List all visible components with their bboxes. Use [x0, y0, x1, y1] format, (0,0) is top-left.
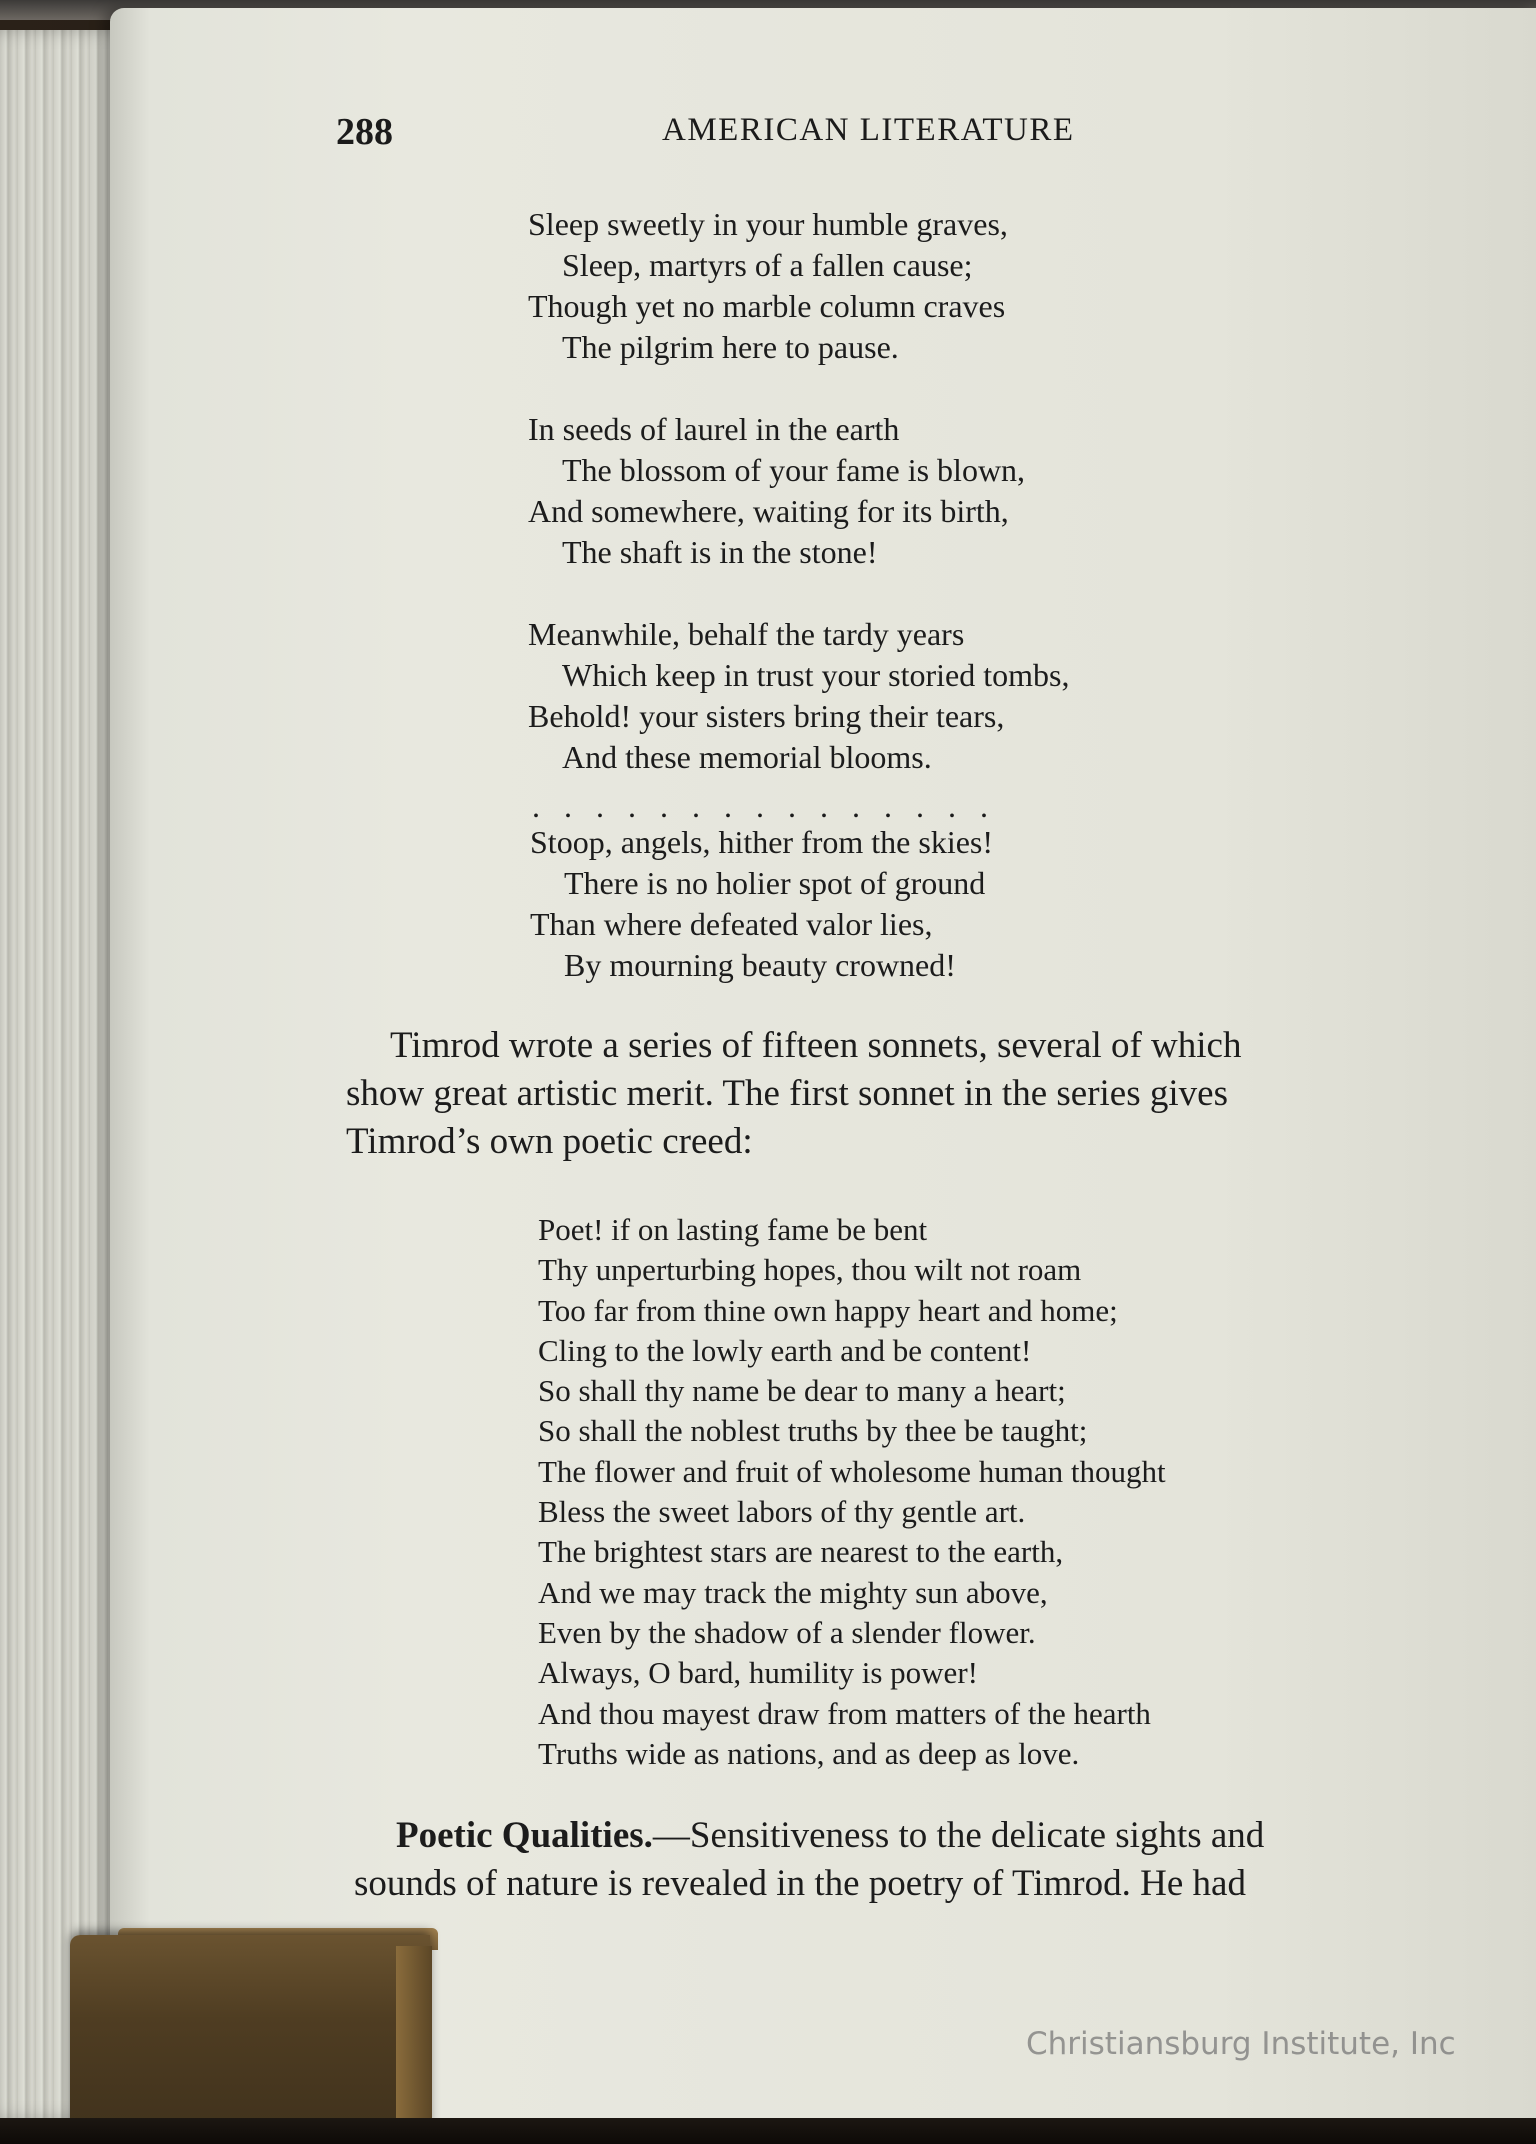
sonnet-line: The flower and fruit of wholesome human thought: [538, 1453, 1166, 1489]
poem-line: And somewhere, waiting for its birth,: [528, 493, 1009, 529]
poem-line: Stoop, angels, hither from the skies!: [530, 824, 994, 860]
bottom-shadow: [0, 2118, 1536, 2144]
sonnet-line: So shall the noblest truths by thee be taught;: [538, 1413, 1088, 1449]
ellipsis-row: [532, 788, 1092, 825]
paragraph-line: [346, 1812, 1264, 1860]
poem-line: And these memorial blooms.: [562, 739, 932, 775]
paragraph-line: Timrod wrote a series of fifteen sonnets, several of which: [390, 1025, 1242, 1066]
ellipsis-dots: . . . . . . . . . . . . . . .: [532, 788, 996, 824]
paragraph-text: —Sensitiveness to the delicate sights and: [652, 1815, 1265, 1856]
sonnet-line: Poet! if on lasting fame be bent: [538, 1212, 928, 1247]
section-heading: Poetic Qualities.: [396, 1815, 653, 1856]
poem-line: In seeds of laurel in the earth: [528, 411, 900, 447]
paragraph-line: show great artistic merit. The first sonnet in the series gives: [346, 1073, 1228, 1114]
running-head: AMERICAN LITERATURE: [662, 112, 1075, 148]
poem-line: Than where defeated valor lies,: [530, 906, 933, 942]
poem-line: By mourning beauty crowned!: [564, 947, 956, 983]
sonnet-line: Cling to the lowly earth and be content!: [538, 1332, 1032, 1368]
sonnet-line: And we may track the mighty sun above,: [538, 1574, 1048, 1610]
sonnet-line: Even by the shadow of a slender flower.: [538, 1614, 1036, 1650]
sonnet-block: [538, 1210, 1166, 1774]
poem-stanzas: [528, 204, 1069, 778]
sonnet-line: And thou mayest draw from matters of the hearth: [538, 1695, 1151, 1731]
wooden-bookend: [70, 1935, 430, 2144]
poem-line: The pilgrim here to pause.: [562, 329, 899, 365]
poem-final-stanza: [530, 822, 993, 986]
sonnet-line: The brightest stars are nearest to the earth,: [538, 1534, 1064, 1570]
sonnet-line: So shall thy name be dear to many a heart;: [538, 1373, 1066, 1409]
sonnet-line: Always, O bard, humility is power!: [538, 1655, 978, 1691]
poem-line: Sleep, martyrs of a fallen cause;: [562, 247, 973, 283]
paragraph-line: sounds of nature is revealed in the poetry of Timrod. He had: [354, 1863, 1246, 1904]
poem-line: The blossom of your fame is blown,: [562, 452, 1026, 488]
page-number: 288: [336, 111, 393, 153]
paragraph-poetic-qualities: [346, 1812, 1264, 1908]
poem-line: There is no holier spot of ground: [564, 865, 986, 901]
poem-line: Which keep in trust your storied tombs,: [562, 657, 1070, 693]
poem-line: Though yet no marble column craves: [528, 288, 1006, 324]
sonnet-line: Truths wide as nations, and as deep as love.: [538, 1735, 1080, 1771]
paragraph-line: Timrod’s own poetic creed:: [346, 1121, 753, 1162]
sonnet-line: Too far from thine own happy heart and home;: [538, 1292, 1118, 1328]
sonnet-line: Bless the sweet labors of thy gentle art.: [538, 1494, 1026, 1530]
watermark: Christiansburg Institute, Inc: [1026, 2026, 1456, 2062]
bookend-side: [396, 1946, 432, 2144]
poem-line: Behold! your sisters bring their tears,: [528, 698, 1005, 734]
poem-line: Meanwhile, behalf the tardy years: [528, 616, 965, 652]
sonnet-line: Thy unperturbing hopes, thou wilt not roam: [538, 1252, 1082, 1288]
poem-line: The shaft is in the stone!: [562, 534, 878, 570]
paragraph-sonnets: [346, 1022, 1241, 1166]
poem-line: Sleep sweetly in your humble graves,: [528, 206, 1008, 242]
